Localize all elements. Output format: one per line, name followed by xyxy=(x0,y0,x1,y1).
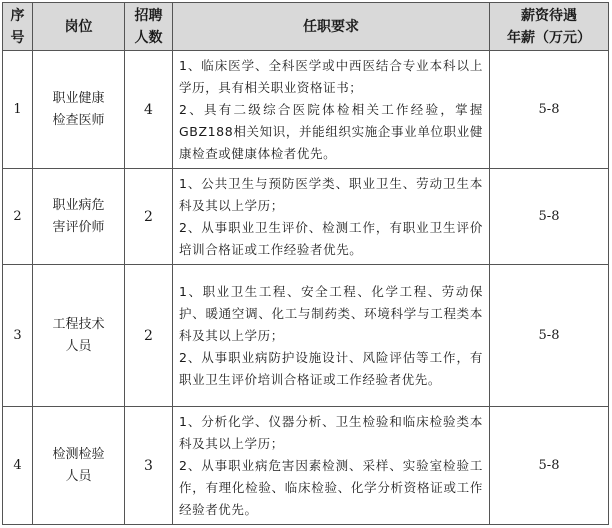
header-count: 招聘 人数 xyxy=(125,3,173,51)
salary: 5-8 xyxy=(490,407,609,525)
requirement-item: 2、从事职业病危害因素检测、采样、实验室检验工作，有理化检验、临床检验、化学分析资格证或工作经验者优先。 xyxy=(179,457,483,517)
post-name: 职业健康检查医师 xyxy=(33,51,125,169)
requirement-item: 1、公共卫生与预防医学类、职业卫生、劳动卫生本科及其以上学历； xyxy=(179,175,483,213)
salary: 5-8 xyxy=(490,265,609,407)
requirements xyxy=(173,51,490,169)
headcount: 4 xyxy=(125,51,173,169)
header-requirements: 任职要求 xyxy=(173,3,490,51)
row-number: 1 xyxy=(3,51,33,169)
requirement-item: 1、职业卫生工程、安全工程、化学工程、劳动保护、暖通空调、化工与制药类、环境科学与工程类本科及其以上学历； xyxy=(179,283,483,343)
header-post: 岗位 xyxy=(33,3,125,51)
headcount: 2 xyxy=(125,265,173,407)
requirement-item: 1、分析化学、仪器分析、卫生检验和临床检验类本科及其以上学历； xyxy=(179,413,483,451)
table-row xyxy=(3,407,609,525)
salary: 5-8 xyxy=(490,169,609,265)
requirement-item: 2、从事职业卫生评价、检测工作，有职业卫生评价培训合格证或工作经验者优先。 xyxy=(179,219,483,257)
row-number: 2 xyxy=(3,169,33,265)
header-row xyxy=(3,3,609,51)
requirements xyxy=(173,169,490,265)
requirements xyxy=(173,265,490,407)
post-name: 职业病危害评价师 xyxy=(33,169,125,265)
requirement-item: 2、从事职业病防护设施设计、风险评估等工作，有职业卫生评价培训合格证或工作经验者优先。 xyxy=(179,349,483,387)
header-salary: 薪资待遇 年薪（万元） xyxy=(490,3,609,51)
row-number: 3 xyxy=(3,265,33,407)
post-name: 工程技术人员 xyxy=(33,265,125,407)
post-name: 检测检验人员 xyxy=(33,407,125,525)
table-row xyxy=(3,265,609,407)
requirement-item: 1、临床医学、全科医学或中西医结合专业本科以上学历，具有相关职业资格证书； xyxy=(179,57,483,95)
header-no: 序 号 xyxy=(3,3,33,51)
row-number: 4 xyxy=(3,407,33,525)
table-row xyxy=(3,169,609,265)
salary: 5-8 xyxy=(490,51,609,169)
table-row xyxy=(3,51,609,169)
requirements xyxy=(173,407,490,525)
requirement-item: 2、具有二级综合医院体检相关工作经验，掌握GBZ188相关知识，并能组织实施企事业单位职业健康检查或健康体检者优先。 xyxy=(179,101,483,161)
headcount: 2 xyxy=(125,169,173,265)
headcount: 3 xyxy=(125,407,173,525)
recruitment-table xyxy=(2,2,609,525)
